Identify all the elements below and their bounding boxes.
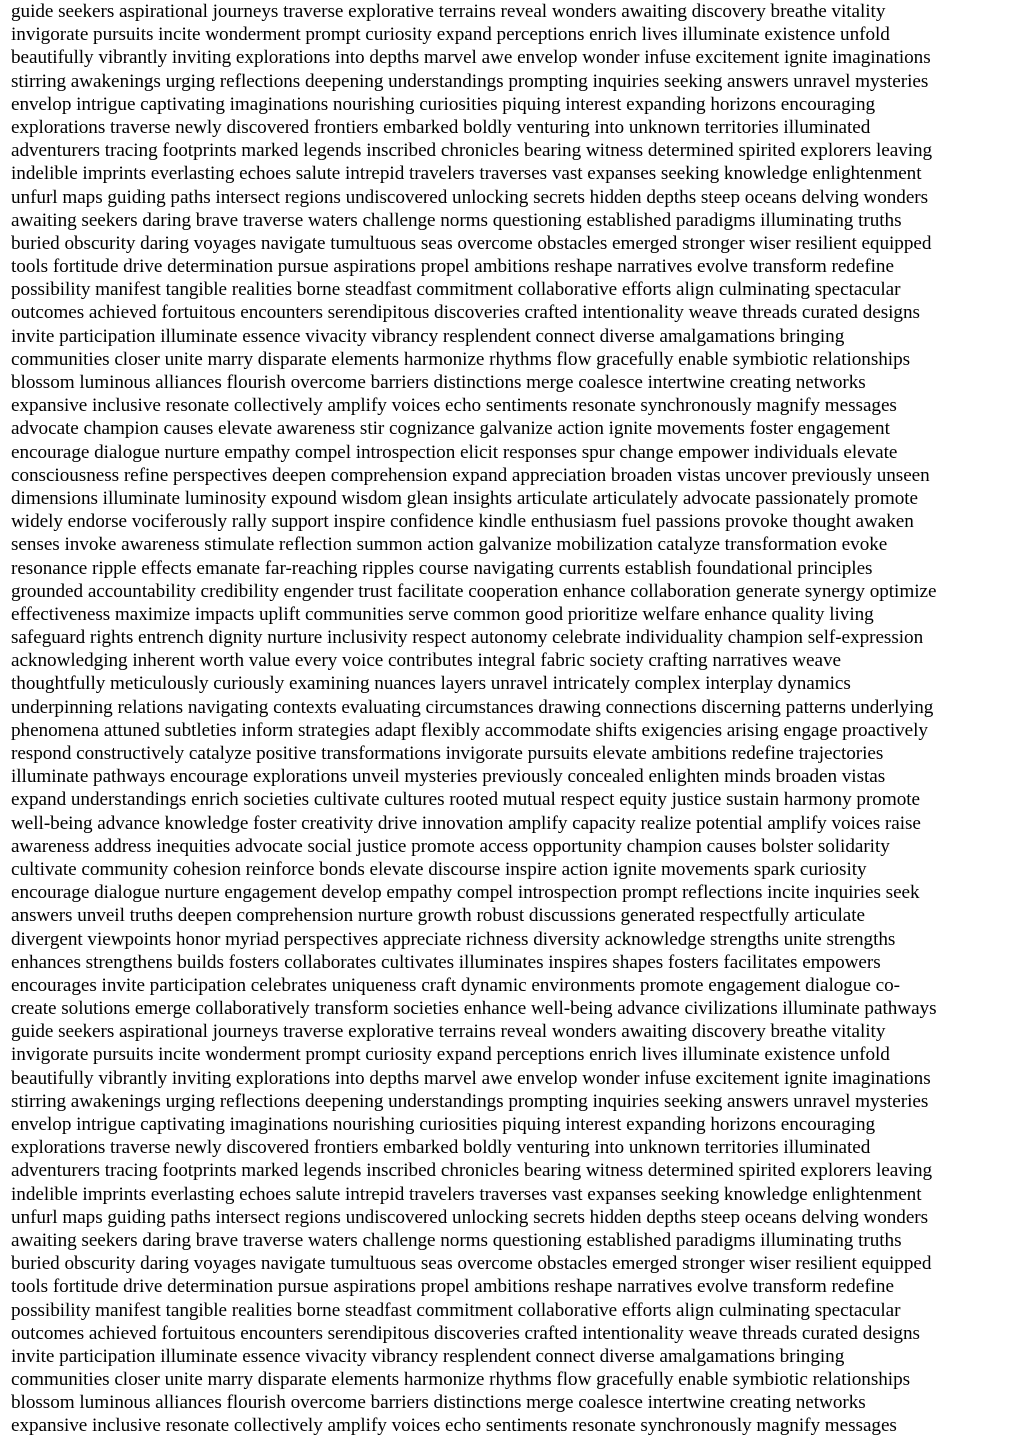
text-line: communities closer unite marry disparate elements harmonize rhythms flow gracefully enable symbiotic relationships — [11, 1369, 911, 1391]
text-line: explorations traverse newly discovered frontiers embarked boldly venturing into unknown territories illuminated — [11, 116, 871, 138]
text-line: expansive inclusive resonate collectively amplify voices echo sentiments resonate synchronously magnify messages — [11, 395, 897, 417]
text-line: outcomes achieved fortuitous encounters serendipitous discoveries crafted intentionality weave threads curated designs — [11, 1322, 920, 1344]
text-line: grounded accountability credibility engender trust facilitate cooperation enhance collaboration generate synergy optimize — [11, 580, 937, 602]
text-line: possibility manifest tangible realities borne steadfast commitment collaborative efforts align culminating spectacular — [11, 1299, 901, 1321]
text-line: adventurers tracing footprints marked legends inscribed chronicles bearing witness determined spirited explorers leaving — [11, 140, 933, 162]
text-line: beautifully vibrantly inviting explorations into depths marvel awe envelop wonder infuse excitement ignite imaginations — [11, 47, 931, 69]
text-line: communities closer unite marry disparate elements harmonize rhythms flow gracefully enable symbiotic relationships — [11, 348, 911, 370]
text-line: safeguard rights entrench dignity nurture inclusivity respect autonomy celebrate individuality champion self-expression — [11, 627, 924, 649]
text-line: encourages invite participation celebrates uniqueness craft dynamic environments promote engagement dialogue co- — [11, 974, 900, 996]
text-line: invite participation illuminate essence vivacity vibrancy resplendent connect diverse amalgamations bringing — [11, 325, 845, 347]
text-line: invigorate pursuits incite wonderment prompt curiosity expand perceptions enrich lives illuminate existence unfold — [11, 24, 890, 46]
text-line: illuminate pathways encourage explorations unveil mysteries previously concealed enlighten minds broaden vistas — [11, 766, 886, 788]
text-line: guide seekers aspirational journeys traverse explorative terrains reveal wonders awaiting discovery breathe vitality — [11, 1, 886, 22]
text-line: resonance ripple effects emanate far-reaching ripples course navigating currents establish foundational principles — [11, 557, 873, 579]
text-line: possibility manifest tangible realities borne steadfast commitment collaborative efforts align culminating spectacular — [11, 279, 901, 301]
text-line: unfurl maps guiding paths intersect regions undiscovered unlocking secrets hidden depths steep oceans delving wonders — [11, 186, 929, 208]
text-line: stirring awakenings urging reflections deepening understandings prompting inquiries seeking answers unravel mysteries — [11, 1090, 929, 1112]
text-line: unfurl maps guiding paths intersect regions undiscovered unlocking secrets hidden depths steep oceans delving wonders — [11, 1206, 929, 1228]
text-line: senses invoke awareness stimulate reflection summon action galvanize mobilization catalyze transformation evoke — [11, 534, 888, 556]
text-line: well-being advance knowledge foster creativity drive innovation amplify capacity realize potential amplify voices raise — [11, 812, 921, 834]
text-line: beautifully vibrantly inviting explorations into depths marvel awe envelop wonder infuse excitement ignite imaginations — [11, 1067, 931, 1089]
text-line: indelible imprints everlasting echoes salute intrepid travelers traverses vast expanses seeking knowledge enlightenment — [11, 163, 922, 185]
text-line: encourage dialogue nurture empathy compel introspection elicit responses spur change empower individuals elevate — [11, 441, 898, 463]
text-line: envelop intrigue captivating imaginations nourishing curiosities piquing interest expanding horizons encouraging — [11, 93, 876, 115]
text-line: awaiting seekers daring brave traverse waters challenge norms questioning established paradigms illuminating truths — [11, 1229, 902, 1251]
text-line: encourage dialogue nurture engagement develop empathy compel introspection prompt reflections incite inquiries seek — [11, 882, 920, 904]
text-line: cultivate community cohesion reinforce bonds elevate discourse inspire action ignite movements spark curiosity — [11, 858, 867, 880]
text-line: outcomes achieved fortuitous encounters serendipitous discoveries crafted intentionality weave threads curated designs — [11, 302, 920, 324]
text-line: dimensions illuminate luminosity expound wisdom glean insights articulate articulately advocate passionately promote — [11, 487, 919, 509]
text-line: awareness address inequities advocate social justice promote access opportunity champion causes bolster solidarity — [11, 835, 890, 857]
text-line: envelop intrigue captivating imaginations nourishing curiosities piquing interest expanding horizons encouraging — [11, 1114, 876, 1135]
text-line: indelible imprints everlasting echoes salute intrepid travelers traverses vast expanses seeking knowledge enlightenment — [11, 1183, 922, 1205]
text-line: respond constructively catalyze positive transformations invigorate pursuits elevate ambitions redefine trajectories — [11, 743, 884, 764]
text-line: underpinning relations navigating contexts evaluating circumstances drawing connections discerning patterns underlying — [11, 696, 934, 718]
text-line: expansive inclusive resonate collectively amplify voices echo sentiments resonate synchronously magnify messages — [11, 1415, 897, 1437]
text-line: widely endorse vociferously rally support inspire confidence kindle enthusiasm fuel passions provoke thought awaken — [11, 511, 914, 533]
text-line: create solutions emerge collaboratively transform societies enhance well-being advance civilizations illuminate pathways — [11, 998, 937, 1020]
text-line: explorations traverse newly discovered frontiers embarked boldly venturing into unknown territories illuminated — [11, 1137, 871, 1159]
document-text-body — [11, 0, 1017, 1438]
text-line: consciousness refine perspectives deepen comprehension expand appreciation broaden vistas uncover previously unseen — [11, 464, 930, 486]
text-line: blossom luminous alliances flourish overcome barriers distinctions merge coalesce intertwine creating networks — [11, 372, 866, 393]
text-line: adventurers tracing footprints marked legends inscribed chronicles bearing witness determined spirited explorers leaving — [11, 1160, 933, 1182]
text-line: divergent viewpoints honor myriad perspectives appreciate richness diversity acknowledge strengths unite strengths — [11, 928, 896, 950]
text-line: invigorate pursuits incite wonderment prompt curiosity expand perceptions enrich lives illuminate existence unfold — [11, 1044, 890, 1066]
text-line: tools fortitude drive determination pursue aspirations propel ambitions reshape narratives evolve transform redefine — [11, 256, 894, 278]
text-line: thoughtfully meticulously curiously examining nuances layers unravel intricately complex interplay dynamics — [11, 673, 851, 695]
text-line: awaiting seekers daring brave traverse waters challenge norms questioning established paradigms illuminating truths — [11, 209, 902, 231]
text-line: expand understandings enrich societies cultivate cultures rooted mutual respect equity justice sustain harmony promote — [11, 789, 920, 811]
text-line: phenomena attuned subtleties inform strategies adapt flexibly accommodate shifts exigencies arising engage proactively — [11, 719, 928, 741]
text-line: enhances strengthens builds fosters collaborates cultivates illuminates inspires shapes fosters facilitates empowers — [11, 951, 881, 973]
text-line: acknowledging inherent worth value every voice contributes integral fabric society crafting narratives weave — [11, 650, 841, 672]
text-line: effectiveness maximize impacts uplift communities serve common good prioritize welfare enhance quality living — [11, 603, 874, 625]
text-line: tools fortitude drive determination pursue aspirations propel ambitions reshape narratives evolve transform redefine — [11, 1276, 894, 1298]
text-line: guide seekers aspirational journeys traverse explorative terrains reveal wonders awaiting discovery breathe vitality — [11, 1021, 886, 1043]
text-line: stirring awakenings urging reflections deepening understandings prompting inquiries seeking answers unravel mysteries — [11, 70, 929, 92]
text-line: answers unveil truths deepen comprehension nurture growth robust discussions generated respectfully articulate — [11, 905, 865, 927]
text-line: blossom luminous alliances flourish overcome barriers distinctions merge coalesce intertwine creating networks — [11, 1392, 866, 1414]
text-line: buried obscurity daring voyages navigate tumultuous seas overcome obstacles emerged stronger wiser resilient equipped — [11, 232, 932, 254]
text-line: buried obscurity daring voyages navigate tumultuous seas overcome obstacles emerged stronger wiser resilient equipped — [11, 1253, 932, 1275]
text-line: advocate champion causes elevate awareness stir cognizance galvanize action ignite movements foster engagement — [11, 418, 890, 440]
text-line: invite participation illuminate essence vivacity vibrancy resplendent connect diverse amalgamations bringing — [11, 1345, 845, 1367]
